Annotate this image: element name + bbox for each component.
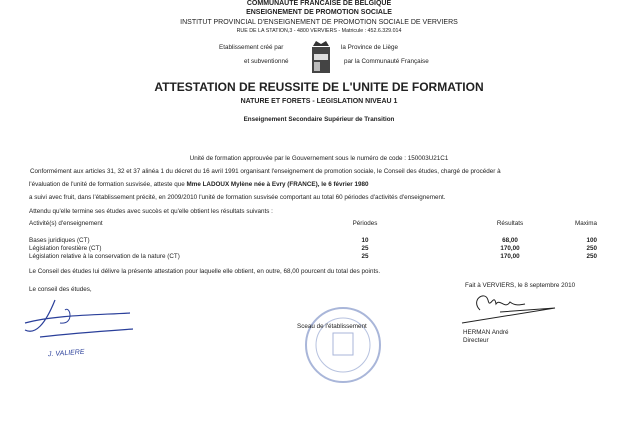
header-results: Résultats	[496, 220, 524, 227]
table-cell-result: 68,00	[502, 237, 518, 244]
table-cell-periods: 10	[361, 237, 369, 244]
director-signature	[460, 290, 560, 326]
table-cell-periods: 25	[361, 253, 369, 260]
conclusion: Le Conseil des études lui délivre la présente attestation pour laquelle elle obtient, en outre, 68,00 pourcent du total des points.	[29, 268, 381, 275]
table-cell-maximum: 250	[586, 253, 597, 260]
paragraph-2-text: l'évaluation de l'unité de formation susvisée, atteste que	[29, 181, 187, 188]
table-cell-activity: Législation relative à la conservation de la nature (CT)	[29, 253, 180, 260]
subsidized-by: par la Communauté Française	[344, 58, 429, 65]
paragraph-2	[29, 181, 368, 188]
director-title: Directeur	[463, 337, 489, 344]
subsidized-label: et subventionné	[244, 58, 289, 65]
document-title: ATTESTATION DE REUSSITE DE L'UNITE DE FORMATION	[154, 80, 484, 94]
establishment-seal	[300, 300, 386, 390]
paragraph-3: a suivi avec fruit, dans l'établissement précité, en 2009/2010 l'unité de formation susvisée comportant au total 60 périodes d'activités d'enseignement.	[29, 194, 446, 201]
place-date: Fait à VERVIERS, le 8 septembre 2010	[465, 282, 576, 289]
director-name: HERMAN André	[463, 329, 509, 336]
paragraph-4: Attendu qu'elle termine ses études avec succès et qu'elle obtient les résultats suivants :	[29, 208, 273, 215]
address: RUE DE LA STATION,3 - 4800 VERVIERS - Matricule : 452.6.329.014	[236, 28, 402, 34]
code-line: Unité de formation approuvée par le Gouvernement sous le numéro de code : 150003U21C1	[189, 155, 449, 162]
table-cell-result: 170,00	[500, 245, 520, 252]
education-level: Enseignement Secondaire Supérieur de Transition	[243, 116, 395, 123]
council-label: Le conseil des études,	[29, 286, 92, 293]
header-line1: COMMUNAUTE FRANCAISE DE BELGIQUE	[246, 0, 392, 7]
paragraph-1: Conformément aux articles 31, 32 et 37 alinéa 1 du décret du 16 avril 1991 organisant l'enseignement de promotion sociale, le Conseil des études, chargé de procéder à	[30, 168, 501, 175]
candidate-name: Mme LADOUX Mylène née à Evry (FRANCE), le 6 février 1980	[186, 181, 369, 188]
table-cell-maximum: 100	[586, 237, 597, 244]
handwritten-name: J. VALIERE	[47, 348, 85, 359]
table-cell-periods: 25	[361, 245, 369, 252]
header-activity: Activité(s) d'enseignement	[29, 220, 103, 227]
table-cell-activity: Bases juridiques (CT)	[29, 237, 90, 244]
created-by-label: Etablissement créé par	[219, 44, 284, 51]
header-maxima: Maxima	[574, 220, 597, 227]
institute-name: INSTITUT PROVINCIAL D'ENSEIGNEMENT DE PROMOTION SOCIALE DE VERVIERS	[180, 19, 458, 26]
table-cell-activity: Législation forestière (CT)	[29, 245, 102, 252]
header-periods: Périodes	[352, 220, 378, 227]
document-subtitle: NATURE ET FORETS - LEGISLATION NIVEAU 1	[240, 98, 398, 105]
seal-label: Sceau de l'établissement	[297, 323, 367, 330]
table-cell-maximum: 250	[586, 245, 597, 252]
table-cell-result: 170,00	[500, 253, 520, 260]
province-crest-icon	[310, 40, 332, 74]
header-line2: ENSEIGNEMENT DE PROMOTION SOCIALE	[246, 9, 392, 16]
created-by: la Province de Liège	[341, 44, 399, 51]
